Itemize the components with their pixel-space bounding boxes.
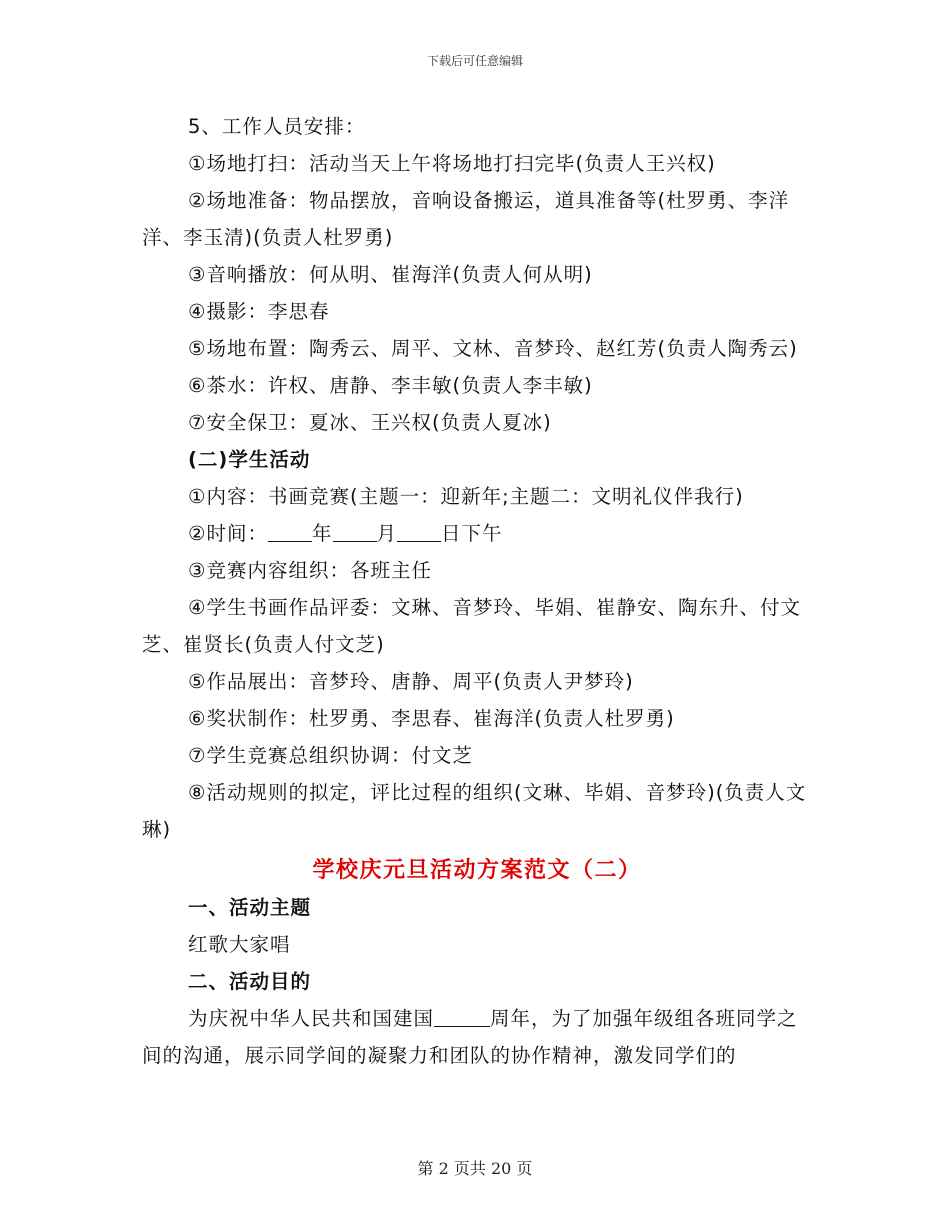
student-item-2 xyxy=(142,515,812,552)
page-header: 下载后可任意编辑 xyxy=(426,54,523,68)
theme-text: 红歌大家唱 xyxy=(188,933,291,956)
theme-heading: 一、活动主题 xyxy=(188,896,312,919)
staff-item-7: ⑦安全保卫：夏冰、王兴权(负责人夏冰) xyxy=(188,411,552,434)
year-blank xyxy=(268,521,312,542)
anniversary-blank xyxy=(434,1006,490,1027)
staff-heading: 5、工作人员安排： xyxy=(188,115,366,138)
staff-item-6: ⑥茶水：许权、唐静、李丰敏(负责人李丰敏) xyxy=(188,374,593,397)
student-item-3: ③竞赛内容组织：各班主任 xyxy=(188,559,432,582)
purpose-paragraph xyxy=(142,1000,812,1074)
month-label: 月 xyxy=(376,522,398,545)
student-item-7: ⑦学生竞赛总组织协调：付文芝 xyxy=(188,744,473,767)
student-activity-heading: (二)学生活动 xyxy=(188,448,311,471)
purpose-rest: 周年，为了加强年级组各班同学之间的沟通，展示同学间的凝聚力和团队的协作精神，激发同学们的 xyxy=(142,1007,798,1067)
day-label: 日下午 xyxy=(441,522,503,545)
student-item-8: ⑧活动规则的拟定，评比过程的组织(文琳、毕娟、音梦玲)(负责人文琳) xyxy=(142,781,807,841)
day-blank xyxy=(397,521,441,542)
student-item-5: ⑤作品展出：音梦玲、唐静、周平(负责人尹梦玲) xyxy=(188,670,634,693)
section-title: 学校庆元旦活动方案范文（二） xyxy=(312,858,642,883)
document-body xyxy=(142,108,812,1074)
year-label: 年 xyxy=(311,522,333,545)
page-footer: 第 2 页共 20 页 xyxy=(417,1159,533,1178)
staff-item-1: ①场地打扫：活动当天上午将场地打扫完毕(负责人王兴权) xyxy=(188,152,716,175)
time-label: ②时间： xyxy=(188,522,268,545)
student-item-4: ④学生书画作品评委：文琳、音梦玲、毕娟、崔静安、陶东升、付文芝、崔贤长(负责人付文芝) xyxy=(142,596,801,656)
month-blank xyxy=(333,521,377,542)
staff-item-5: ⑤场地布置：陶秀云、周平、文林、音梦玲、赵红芳(负责人陶秀云) xyxy=(188,337,798,360)
student-item-1: ①内容：书画竞赛(主题一：迎新年;主题二：文明礼仪伴我行) xyxy=(188,485,744,508)
student-item-6: ⑥奖状制作：杜罗勇、李思春、崔海洋(负责人杜罗勇) xyxy=(188,707,675,730)
staff-item-3: ③音响播放：何从明、崔海洋(负责人何从明) xyxy=(188,263,593,286)
purpose-heading: 二、活动目的 xyxy=(188,970,312,993)
staff-item-4: ④摄影：李思春 xyxy=(188,300,330,323)
purpose-prefix: 为庆祝中华人民共和国建国 xyxy=(188,1007,435,1030)
staff-item-2: ②场地准备：物品摆放，音响设备搬运，道具准备等(杜罗勇、李洋洋、李玉清)(负责人杜罗勇) xyxy=(142,189,790,249)
